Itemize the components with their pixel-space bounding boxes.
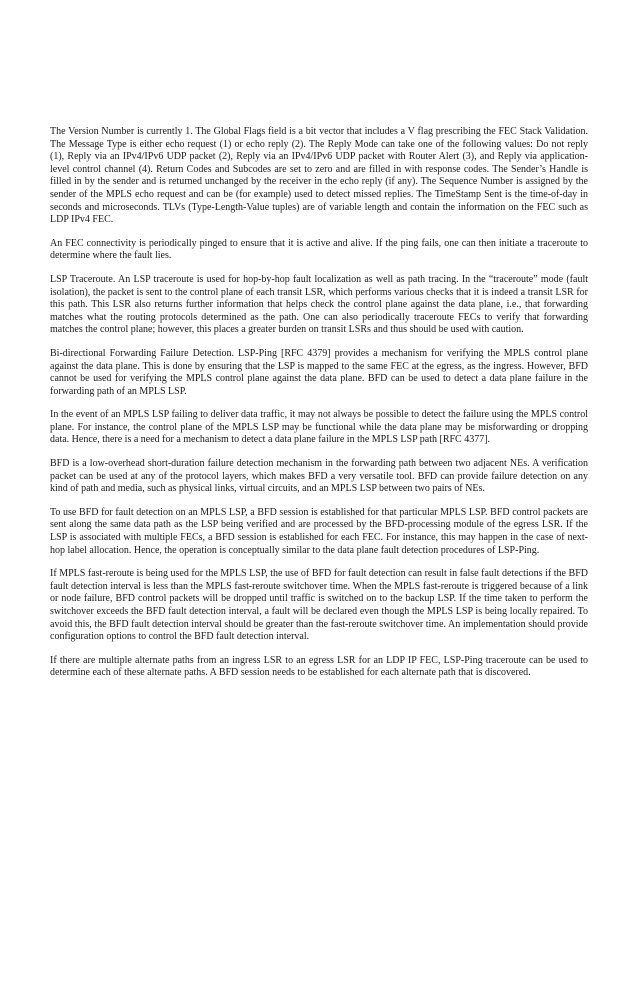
paragraph-lsp-failure: In the event of an MPLS LSP failing to deliver data traffic, it may not always be possible to detect the failure using the MPLS control plane. For instance, the control plane of the MPLS LSP may be functional while the data plane may be misforwarding or dropping data. Hence, there is a need for a mechanism to detect a data plane failure in the MPLS LSP path [RFC 4377]. [50,409,588,446]
paragraph-header-fields: The Version Number is currently 1. The Global Flags field is a bit vector that includes a V flag prescribing the FEC Stack Validation. The Message Type is either echo request (1) or echo reply (2). The Reply Mode can take one of the following values: Do not reply (1), Reply via an IPv4/IPv6 UDP packet (2), Reply via an IPv4/IPv6 UDP packet with Router Alert (3), and Reply via application-level control channel (4). Return Codes and Subcodes are set to zero and are filled in with response codes. The Sender’s Handle is filled in by the sender and is returned unchanged by the receiver in the echo reply (if any). The Sequence Number is assigned by the sender of the MPLS echo request and can be (for example) used to detect missed replies. The TimeStamp Sent is the time-of-day in seconds and microseconds. TLVs (Type-Length-Value tuples) are of variable length and contain the information on the FEC such as LDP IPv4 FEC. [50,126,588,226]
paragraph-fec-ping: An FEC connectivity is periodically pinged to ensure that it is active and alive. If the ping fails, one can then initiate a traceroute to determine where the fault lies. [50,237,588,262]
paragraph-bfd-intro: Bi-directional Forwarding Failure Detection. LSP-Ping [RFC 4379] provides a mechanism for verifying the MPLS control plane against the data plane. This is done by ensuring that the LSP is mapped to the same FEC at the egress, as the ingress. However, BFD cannot be used for verifying the MPLS control plane against the data plane. BFD can be used to detect a data plane failure in the forwarding path of an MPLS LSP. [50,347,588,397]
paragraph-bfd-overview: BFD is a low-overhead short-duration failure detection mechanism in the forwarding path between two adjacent NEs. A verification packet can be used at any of the protocol layers, which makes BFD a very versatile tool. BFD can provide failure detection on any kind of path and media, such as physical links, virtual circuits, and an MPLS LSP between two pairs of NEs. [50,458,588,495]
paragraph-bfd-session: To use BFD for fault detection on an MPLS LSP, a BFD session is established for that particular MPLS LSP. BFD control packets are sent along the same data path as the LSP being verified and are processed by the BFD-processing module of the egress LSR. If the LSP is associated with multiple FECs, a BFD session is established for each FEC. For instance, this may happen in the case of next-hop label allocation. Hence, the operation is conceptually similar to the data plane fault detection procedures of LSP-Ping. [50,506,588,556]
paragraph-fast-reroute: If MPLS fast-reroute is being used for the MPLS LSP, the use of BFD for fault detection can result in false fault detections if the BFD fault detection interval is less than the MPLS fast-reroute switchover time. When the MPLS fast-reroute is triggered because of a link or node failure, BFD control packets will be dropped until traffic is switched on to the backup LSP. If the time taken to perform the switchover exceeds the BFD fault detection interval, a fault will be declared even though the MPLS LSP is being locally repaired. To avoid this, the BFD fault detection interval should be greater than the fast-reroute switchover time. An implementation should provide configuration options to control the BFD fault detection interval. [50,568,588,643]
paragraph-lsp-traceroute: LSP Traceroute. An LSP traceroute is used for hop-by-hop fault localization as well as path tracing. In the “traceroute” mode (fault isolation), the packet is sent to the control plane of each transit LSR, which performs various checks that it is indeed a transit LSR for this path. This LSR also returns further information that helps check the control plane against the data plane, i.e., that forwarding matches what the routing protocols determined as the path. One can also periodically traceroute FECs to verify that forwarding matches the control plane; however, this places a greater burden on transit LSRs and thus should be used with caution. [50,273,588,336]
paragraph-alternate-paths: If there are multiple alternate paths from an ingress LSR to an egress LSR for an LDP IP FEC, LSP-Ping traceroute can be used to determine each of these alternate paths. A BFD session needs to be established for each alternate path that is discovered. [50,654,588,679]
document-body [50,126,588,691]
